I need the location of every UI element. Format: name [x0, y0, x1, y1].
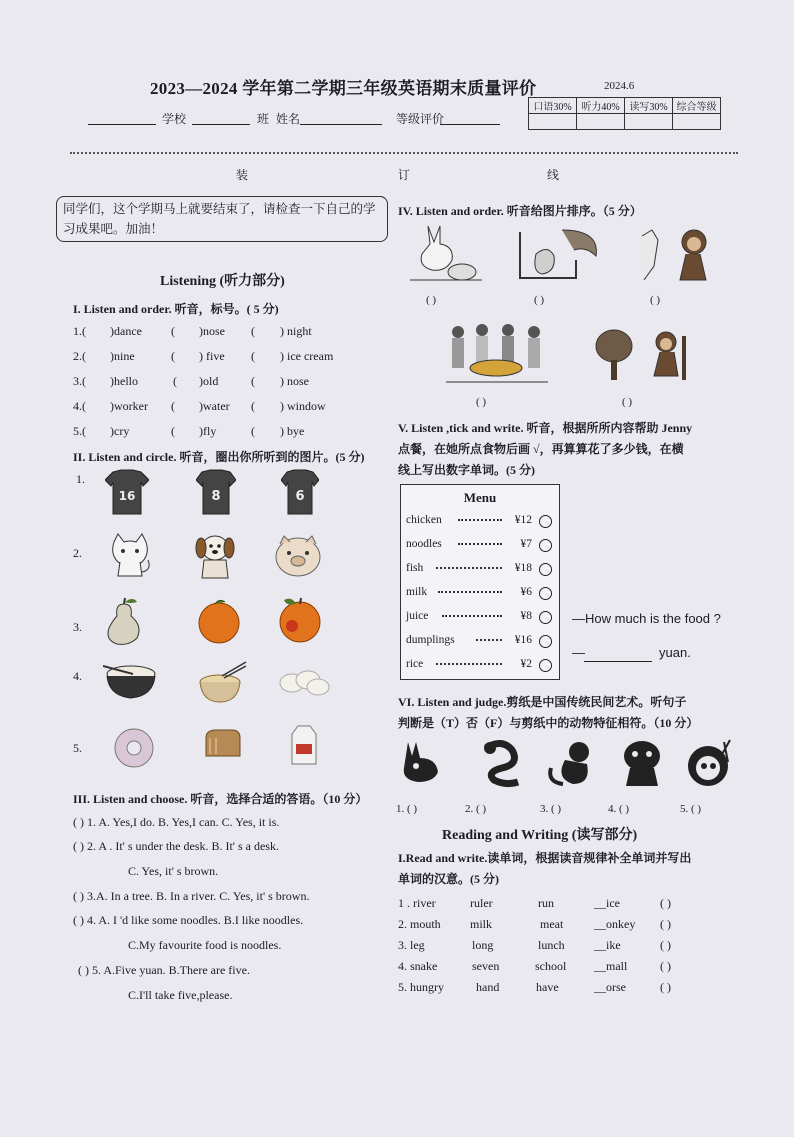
- s3-line: ( ) 3.A. In a tree. B. In a river. C. Yes, it' s brown.: [73, 889, 310, 903]
- s6-answer[interactable]: 2. ( ): [465, 803, 487, 815]
- s1-rows: [73, 324, 373, 449]
- binding-char: 线: [547, 168, 560, 182]
- score-header-reading: 读写30%: [625, 98, 673, 114]
- rw-word: long: [472, 938, 494, 952]
- papercut-monkey-icon[interactable]: [545, 738, 599, 788]
- s4-answer[interactable]: ( ): [534, 294, 545, 306]
- s1-bracket: (: [171, 349, 175, 363]
- dog-icon[interactable]: [192, 530, 238, 580]
- encourage-box: 同学们，这个学期马上就要结束了，请检查一下自己的学习成果吧。加油！: [56, 196, 388, 242]
- s1-bracket: (: [251, 424, 255, 438]
- s2-num: 5.: [73, 741, 82, 755]
- s1-num: 5.(: [73, 424, 86, 438]
- rw-word: 2. mouth: [398, 917, 441, 931]
- s6-heading-2: 判断是（T）否（F）与剪纸中的动物特征相符。（10 分）: [398, 716, 699, 730]
- s3-line: ( ) 4. A. I 'd like some noodles. B.I like noodles.: [73, 913, 304, 927]
- apple-icon[interactable]: [270, 596, 326, 644]
- s2-heading: II. Listen and circle. 听音，圈出你所听到的图片。(5 分): [73, 450, 365, 464]
- s1-word: ) bye: [280, 424, 305, 438]
- rw-word: meat: [540, 917, 564, 931]
- rw-heading-1: I.Read and write.读单词，根据读音规律补全单词并写出: [398, 851, 692, 865]
- school-label: 学校: [162, 112, 187, 126]
- score-header-overall: 综合等级: [673, 98, 721, 114]
- tick-circle[interactable]: [539, 539, 552, 552]
- s1-word: ) night: [280, 324, 312, 338]
- jersey-number: 6: [295, 489, 305, 504]
- binding-line: [70, 152, 738, 154]
- menu-item-price: ¥8: [520, 610, 532, 622]
- binding-char: 订: [398, 168, 411, 182]
- name-field[interactable]: [300, 110, 382, 125]
- s5-heading-3: 线上写出数字单词。(5 分): [398, 463, 535, 477]
- s1-num: 1.(: [73, 324, 86, 338]
- rw-meaning[interactable]: ( ): [660, 917, 671, 931]
- party-picture-icon[interactable]: [446, 320, 548, 384]
- rw-word: 5. hungry: [398, 980, 444, 994]
- s3-line: C.My favourite food is noodles.: [128, 938, 282, 952]
- s5-question: —How much is the food ?: [572, 611, 721, 626]
- s4-heading: IV. Listen and order. 听音给图片排序。（5 分）: [398, 204, 642, 218]
- rw-word: ruler: [470, 896, 493, 910]
- rw-meaning[interactable]: ( ): [660, 938, 671, 952]
- s1-word: )nine: [110, 349, 135, 363]
- s1-num: 3.(: [73, 374, 86, 388]
- bread-icon[interactable]: [204, 728, 242, 758]
- score-table: [528, 97, 721, 130]
- s1-num: 2.(: [73, 349, 86, 363]
- pig-icon[interactable]: [272, 534, 324, 580]
- donut-icon[interactable]: [112, 726, 156, 770]
- s1-word: ) five: [199, 349, 225, 363]
- papercut-rabbit-icon[interactable]: [396, 738, 450, 784]
- menu-item-name: fish: [406, 562, 424, 574]
- papercut-snake-icon[interactable]: [472, 738, 526, 788]
- rice-bowl-icon[interactable]: [103, 660, 159, 700]
- rw-rows: [398, 896, 718, 1006]
- rw-word: school: [535, 959, 567, 973]
- score-header-listening: 听力40%: [577, 98, 625, 114]
- menu-box: [400, 484, 560, 680]
- s5-heading-1: V. Listen ,tick and write. 听音，根据所所内容帮助 Jenny: [398, 421, 693, 435]
- jersey-icon[interactable]: [105, 468, 149, 516]
- milk-carton-icon[interactable]: [288, 724, 320, 766]
- menu-item: [406, 514, 554, 526]
- rw-word: run: [538, 896, 554, 910]
- s1-word: )worker: [110, 399, 148, 413]
- menu-item-name: noodles: [406, 538, 442, 550]
- squirrel-picture-icon[interactable]: [516, 226, 600, 284]
- rw-word: hand: [476, 980, 500, 994]
- tree-picture-icon[interactable]: [592, 328, 636, 382]
- s1-word: ) window: [280, 399, 326, 413]
- s1-word: ) nose: [280, 374, 309, 388]
- menu-item-name: chicken: [406, 514, 442, 526]
- papercut-tiger-icon[interactable]: [616, 738, 668, 788]
- s1-word: )old: [199, 374, 219, 388]
- exam-title: 2023—2024 学年第二学期三年级英语期末质量评价: [150, 79, 537, 98]
- s3-line: ( ) 5. A.Five yuan. B.There are five.: [78, 963, 250, 977]
- rw-blank-word[interactable]: __orse: [594, 980, 626, 994]
- rw-blank-word[interactable]: __ike: [594, 938, 621, 952]
- tick-circle[interactable]: [539, 635, 552, 648]
- jersey-number: 16: [118, 489, 136, 503]
- s3-heading: III. Listen and choose. 听音，选择合适的答语。（10 分）: [73, 792, 368, 806]
- s5-answer-prefix: —: [572, 645, 585, 660]
- dumplings-icon[interactable]: [278, 668, 330, 698]
- s2-num: 2.: [73, 546, 82, 560]
- name-label: 姓名: [276, 112, 301, 126]
- exam-date: 2024.6: [604, 80, 635, 92]
- tick-circle[interactable]: [539, 515, 552, 528]
- menu-item-price: ¥18: [514, 562, 532, 574]
- menu-title: Menu: [463, 490, 497, 505]
- s1-word: ) ice cream: [280, 349, 334, 363]
- tick-circle[interactable]: [539, 611, 552, 624]
- s4-answer[interactable]: ( ): [650, 294, 661, 306]
- s1-bracket: (: [251, 349, 255, 363]
- tick-circle[interactable]: [539, 563, 552, 576]
- school-field[interactable]: [88, 110, 156, 125]
- rw-meaning[interactable]: ( ): [660, 896, 671, 910]
- s2-num: 4.: [73, 669, 82, 683]
- menu-item-name: rice: [406, 658, 424, 670]
- score-cell[interactable]: [577, 114, 625, 130]
- rw-word: have: [536, 980, 559, 994]
- score-header-oral: 口语30%: [529, 98, 577, 114]
- s4-answer[interactable]: ( ): [622, 396, 633, 408]
- rw-meaning[interactable]: ( ): [660, 959, 671, 973]
- s3-line: C.I'll take five,please.: [128, 988, 233, 1002]
- menu-item-price: ¥16: [514, 634, 532, 646]
- rw-word: seven: [472, 959, 500, 973]
- menu-item-price: ¥12: [514, 514, 532, 526]
- s1-word: )hello: [110, 374, 138, 388]
- rw-meaning[interactable]: ( ): [660, 980, 671, 994]
- class-label: 班: [257, 112, 270, 126]
- menu-item: [406, 658, 554, 670]
- pear-icon[interactable]: [103, 598, 145, 646]
- jersey-icon[interactable]: [196, 468, 236, 516]
- tick-circle[interactable]: [539, 587, 552, 600]
- rw-heading-2: 单词的汉意。(5 分): [398, 872, 499, 886]
- rw-blank-word[interactable]: __ice: [594, 896, 620, 910]
- menu-item: [406, 610, 554, 622]
- reading-title: Reading and Writing (读写部分): [442, 828, 638, 843]
- class-field[interactable]: [192, 110, 250, 125]
- menu-item: [406, 586, 554, 598]
- s1-bracket: (: [251, 399, 255, 413]
- listening-title: Listening (听力部分): [160, 274, 285, 289]
- s6-answer[interactable]: 5. ( ): [680, 803, 702, 815]
- s5-answer-suffix: yuan.: [659, 645, 691, 660]
- s3-line: C. Yes, it' s brown.: [128, 864, 219, 878]
- s5-heading-2: 点餐，在她所点食物后画 √，再算算花了多少钱，在横: [398, 442, 684, 456]
- rw-word: 1 . river: [398, 896, 436, 910]
- noodles-icon[interactable]: [198, 660, 248, 704]
- s1-bracket: (: [171, 424, 175, 438]
- s1-bracket: (: [251, 374, 255, 388]
- s1-word: )cry: [110, 424, 130, 438]
- s2-num: 1.: [76, 472, 85, 486]
- rw-word: milk: [470, 917, 493, 931]
- papercut-panda-icon[interactable]: [680, 738, 738, 790]
- s3-line: ( ) 2. A . It' s under the desk. B. It' s a desk.: [73, 839, 279, 853]
- menu-item-name: milk: [406, 586, 428, 598]
- s1-bracket: (: [173, 374, 177, 388]
- score-cell[interactable]: [673, 114, 721, 130]
- s6-answer[interactable]: 1. ( ): [396, 803, 418, 815]
- binding-char: 装: [236, 168, 249, 182]
- s1-word: )dance: [110, 324, 142, 338]
- s1-bracket: (: [251, 324, 255, 338]
- monkey-picture-icon[interactable]: [636, 226, 716, 284]
- jersey-icon[interactable]: [281, 468, 319, 516]
- rw-word: 4. snake: [398, 959, 438, 973]
- s4-answer[interactable]: ( ): [476, 396, 487, 408]
- score-cell[interactable]: [625, 114, 673, 130]
- rw-word: lunch: [538, 938, 565, 952]
- menu-item-price: ¥7: [520, 538, 532, 550]
- s1-word: )nose: [199, 324, 225, 338]
- tick-circle[interactable]: [539, 659, 552, 672]
- s2-num: 3.: [73, 620, 82, 634]
- s1-bracket: (: [171, 399, 175, 413]
- grade-label: 等级评价: [396, 112, 445, 126]
- s3-line: ( ) 1. A. Yes,I do. B. Yes,I can. C. Yes, it is.: [73, 815, 280, 829]
- s4-answer[interactable]: ( ): [426, 294, 437, 306]
- menu-item: [406, 538, 554, 550]
- s1-word: )fly: [199, 424, 217, 438]
- s5-answer-field[interactable]: [584, 644, 652, 662]
- monkey-tree-picture-icon[interactable]: [648, 326, 696, 382]
- jersey-number: 8: [211, 489, 221, 504]
- score-cell[interactable]: [529, 114, 577, 130]
- rabbit-picture-icon[interactable]: [410, 224, 482, 284]
- cat-icon[interactable]: [106, 532, 154, 580]
- s1-num: 4.(: [73, 399, 86, 413]
- menu-item: [406, 634, 554, 646]
- menu-item-price: ¥6: [520, 586, 532, 598]
- rw-blank-word[interactable]: __mall: [594, 959, 628, 973]
- menu-item-name: dumplings: [406, 634, 455, 646]
- s1-bracket: (: [171, 324, 175, 338]
- rw-blank-word[interactable]: __onkey: [594, 917, 636, 931]
- s1-heading: I. Listen and order. 听音，标号。( 5 分): [73, 302, 279, 316]
- grade-field[interactable]: [440, 110, 500, 125]
- s6-answer[interactable]: 3. ( ): [540, 803, 562, 815]
- s6-heading-1: VI. Listen and judge.剪纸是中国传统民间艺术。听句子: [398, 695, 687, 709]
- menu-item: [406, 562, 554, 574]
- s6-answer[interactable]: 4. ( ): [608, 803, 630, 815]
- s1-word: )water: [199, 399, 230, 413]
- orange-icon[interactable]: [195, 598, 243, 644]
- menu-item-price: ¥2: [520, 658, 532, 670]
- menu-item-name: juice: [406, 610, 429, 622]
- rw-word: 3. leg: [398, 938, 425, 952]
